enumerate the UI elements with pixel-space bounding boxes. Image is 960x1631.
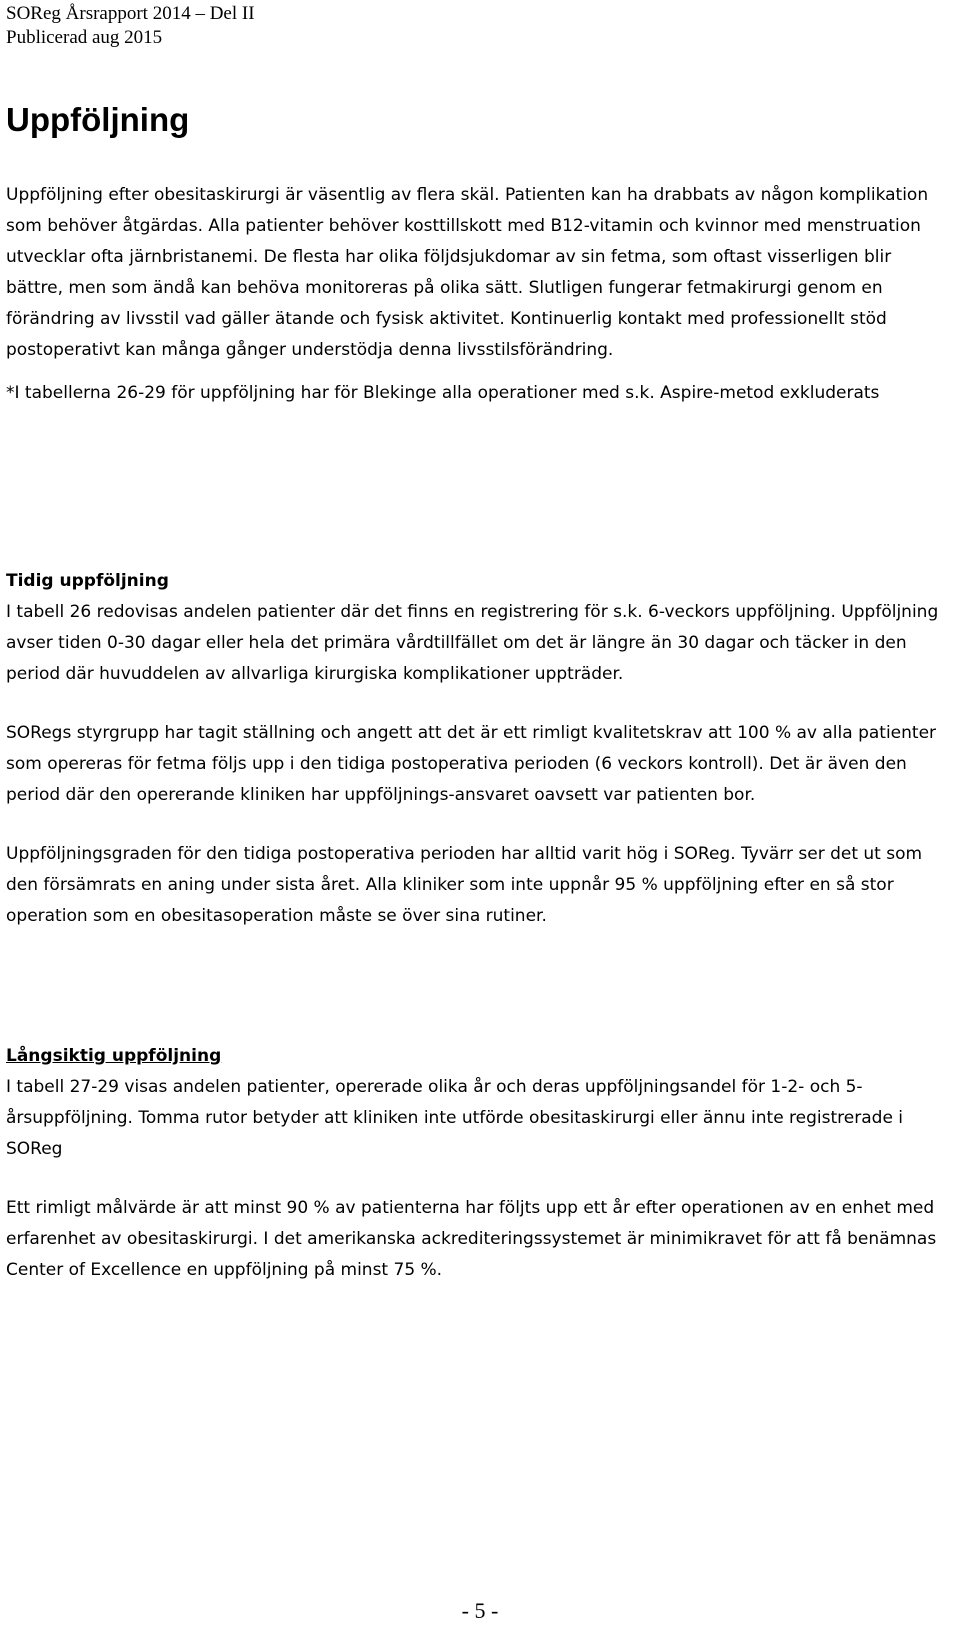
early-followup-paragraph-3: Uppföljningsgraden för den tidiga postoperativa perioden har alltid varit hög i SOReg. Tyvärr ser det ut som den försämrats en aning under sista året. Alla kliniker som inte uppnår 95 % uppföljning efter en så stor operation som en obesitasoperation måste se över sina rutiner. xyxy=(6,844,923,926)
early-followup-paragraph-2: SORegs styrgrupp har tagit ställning och angett att det är ett rimligt kvalitetskrav att 100 % av alla patienter som opereras för fetma följs upp i den tidiga postoperativa perioden (6 veckors kontroll). Det är även den period där den opererande kliniken har uppföljnings-ansvaret oavsett var patienten bor. xyxy=(6,723,937,805)
long-followup-paragraph-2: Ett rimligt målvärde är att minst 90 % av patienterna har följts upp ett år efter operationen av en enhet med erfarenhet av obesitaskirurgi. I det amerikanska ackrediteringssystemet är minimikravet för att få benämnas Center of Excellence en uppföljning på minst 75 %. xyxy=(6,1198,937,1280)
intro-section xyxy=(6,180,950,409)
page-number: - 5 - xyxy=(461,1598,499,1623)
long-followup-paragraph-1: I tabell 27-29 visas andelen patienter, opererade olika år och deras uppföljningsandel för 1-2- och 5-årsuppföljning. Tomma rutor betyder att kliniken inte utförde obesitaskirurgi eller ännu inte registrerade i SOReg xyxy=(6,1077,904,1159)
header-publish-date: Publicerad aug 2015 xyxy=(6,27,163,48)
long-followup-heading: Långsiktig uppföljning xyxy=(6,1046,222,1066)
page-title: Uppföljning xyxy=(6,101,190,138)
header-report-title: SOReg Årsrapport 2014 – Del II xyxy=(6,3,255,24)
early-followup-paragraph-1: I tabell 26 redovisas andelen patienter där det finns en registrering för s.k. 6-veckors uppföljning. Uppföljning avser tiden 0-30 dagar eller hela det primära vårdtillfället om det är längre än 30 dagar och täcker in den period där huvuddelen av allvarliga kirurgiska komplikationer uppträder. xyxy=(6,602,939,684)
early-followup-section xyxy=(6,597,950,932)
intro-paragraph: Uppföljning efter obesitaskirurgi är väsentlig av flera skäl. Patienten kan ha drabbats av någon komplikation som behöver åtgärdas. Alla patienter behöver kosttillskott med B12-vitamin och kvinnor med menstruation utvecklar ofta järnbristanemi. De flesta har olika följdsjukdomar av sin fetma, som oftast visserligen blir bättre, men som ändå kan behöva monitoreras på olika sätt. Slutligen fungerar fetmakirurgi genom en förändring av livsstil vad gäller ätande och fysisk aktivitet. Kontinuerlig kontakt med professionellt stöd postoperativt kan många gånger understödja denna livsstilsförändring. xyxy=(6,185,929,360)
early-followup-heading: Tidig uppföljning xyxy=(6,571,169,591)
long-followup-section xyxy=(6,1072,950,1286)
table-note-paragraph: *I tabellerna 26-29 för uppföljning har för Blekinge alla operationer med s.k. Aspire-metod exkluderats xyxy=(6,383,880,403)
page-header xyxy=(6,2,255,50)
